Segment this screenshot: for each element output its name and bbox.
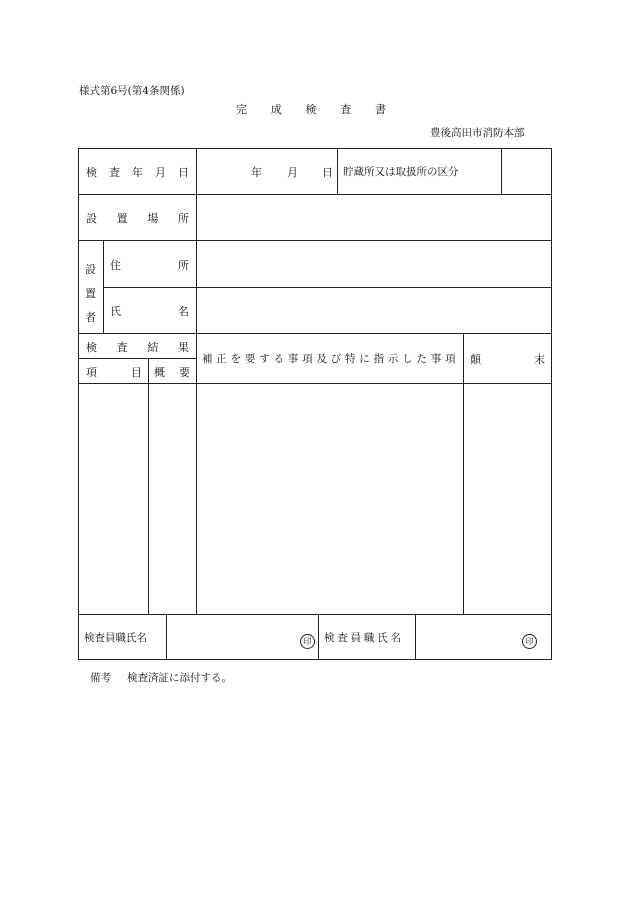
title-char: 査 bbox=[340, 103, 352, 116]
label-char: 住 bbox=[110, 259, 121, 272]
name-label bbox=[110, 303, 189, 319]
label-char: 者 bbox=[85, 311, 96, 324]
table-border-top bbox=[78, 148, 552, 149]
inspection-date-label bbox=[86, 164, 189, 180]
outcome-label bbox=[470, 351, 545, 367]
remarks-label: 備考 bbox=[90, 672, 111, 684]
label-char: 査 bbox=[109, 166, 120, 179]
outcome-entry-area[interactable] bbox=[464, 384, 551, 614]
issuer: 豊後高田市消防本部 bbox=[430, 127, 525, 139]
facility-type-field[interactable] bbox=[502, 149, 551, 194]
label-char: 月 bbox=[155, 166, 166, 179]
document-title bbox=[236, 101, 386, 117]
seal-icon: 印 bbox=[522, 634, 537, 649]
label-char: 検 bbox=[86, 166, 97, 179]
title-char: 検 bbox=[305, 103, 317, 116]
installer-label bbox=[85, 258, 97, 330]
label-char: 場 bbox=[147, 212, 159, 225]
label-char: 所 bbox=[178, 259, 189, 272]
label-char: 置 bbox=[85, 287, 96, 300]
col-divider bbox=[103, 240, 104, 333]
seal-mark-right bbox=[522, 629, 537, 649]
label-char: 概 bbox=[154, 366, 165, 379]
address-field[interactable] bbox=[197, 241, 551, 287]
label-char: 設 bbox=[85, 263, 96, 276]
name-field[interactable] bbox=[197, 288, 551, 333]
location-label bbox=[86, 210, 189, 226]
label-char: 要 bbox=[179, 366, 190, 379]
label-char: 年 bbox=[132, 166, 143, 179]
label-char: 顛 bbox=[470, 353, 481, 366]
label-char: 名 bbox=[178, 305, 189, 318]
address-label bbox=[110, 257, 189, 273]
label-char: 項 bbox=[86, 366, 97, 379]
row-divider bbox=[78, 333, 552, 334]
summary-entry-area[interactable] bbox=[149, 384, 196, 614]
label-char: 日 bbox=[178, 166, 189, 179]
label-char: 所 bbox=[177, 212, 189, 225]
label-char: 結 bbox=[147, 341, 159, 354]
title-char: 書 bbox=[375, 103, 386, 116]
label-char: 末 bbox=[534, 353, 545, 366]
correction-entry-area[interactable] bbox=[197, 384, 463, 614]
label-char: 置 bbox=[116, 212, 128, 225]
date-year-label: 年 bbox=[251, 166, 262, 179]
col-divider bbox=[337, 148, 338, 194]
title-char: 完 bbox=[236, 103, 247, 116]
table-border-bottom bbox=[78, 659, 552, 660]
item-entry-area[interactable] bbox=[79, 384, 148, 614]
row-divider bbox=[78, 358, 196, 359]
label-char: 設 bbox=[86, 212, 97, 225]
label-char: 査 bbox=[116, 341, 128, 354]
col-divider bbox=[318, 614, 319, 660]
inspector-label-left: 検査員職氏名 bbox=[84, 632, 147, 644]
correction-label: 補正を要する事項及び特に指示した事項 bbox=[202, 353, 460, 365]
form-number: 様式第6号(第4条関係) bbox=[79, 85, 185, 97]
facility-type-label: 貯蔵所又は取扱所の区分 bbox=[343, 166, 459, 178]
date-month-label: 月 bbox=[287, 166, 298, 179]
seal-mark-left bbox=[300, 629, 315, 649]
label-char: 検 bbox=[86, 341, 97, 354]
label-char: 氏 bbox=[110, 305, 121, 318]
item-label bbox=[86, 364, 142, 380]
date-day-label: 日 bbox=[322, 166, 333, 179]
location-field[interactable] bbox=[197, 195, 551, 240]
seal-icon: 印 bbox=[300, 634, 315, 649]
summary-label bbox=[154, 364, 190, 380]
label-char: 果 bbox=[177, 341, 189, 354]
inspector-label-right: 検査員職氏名 bbox=[324, 632, 404, 644]
title-char: 成 bbox=[270, 103, 282, 116]
inspector-name-field-left[interactable] bbox=[167, 615, 318, 659]
result-label bbox=[86, 339, 189, 355]
remarks-text: 検査済証に添付する。 bbox=[127, 672, 232, 684]
label-char: 目 bbox=[131, 366, 142, 379]
table-border-right bbox=[551, 148, 552, 660]
